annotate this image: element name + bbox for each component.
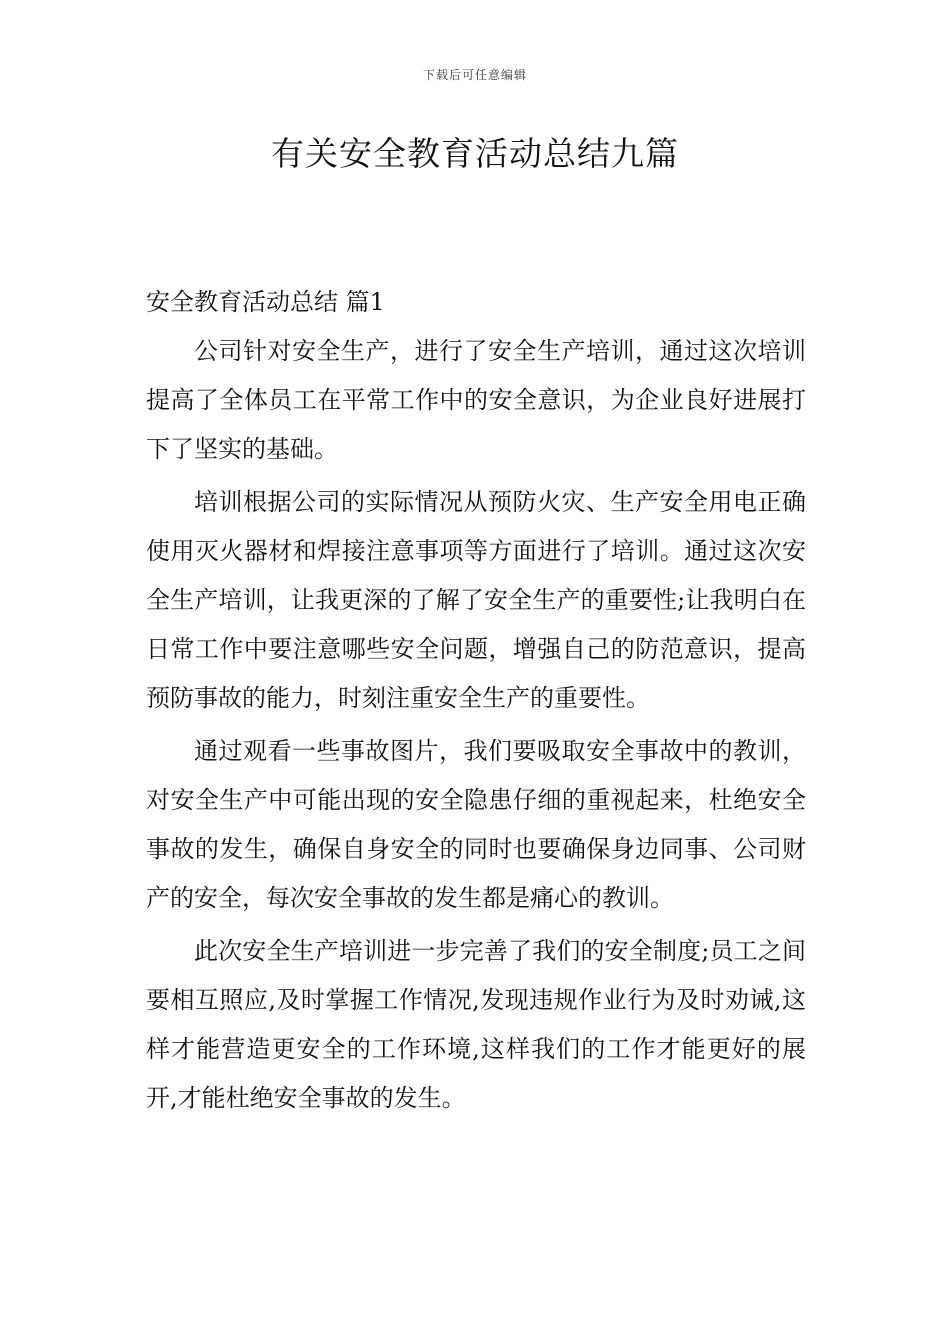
paragraph-2: 培训根据公司的实际情况从预防火灾、生产安全用电正确使用灭火器材和焊接注意事项等方面进行了培训。通过这次安全生产培训，让我更深的了解了安全生产的重要性;让我明白在日常工作中要注意哪些安全问题，增强自己的防范意识，提高预防事故的能力，时刻注重安全生产的重要性。 <box>146 488 806 712</box>
document-title: 有关安全教育活动总结九篇 <box>271 134 679 173</box>
section-heading: 安全教育活动总结 篇1 <box>146 288 385 316</box>
paragraph-3: 通过观看一些事故图片，我们要吸取安全事故中的教训，对安全生产中可能出现的安全隐患仔细的重视起来，杜绝安全事故的发生，确保自身安全的同时也要确保身边同事、公司财产的安全，每次安全事故的发生都是痛心的教训。 <box>146 737 806 912</box>
paragraph-1: 公司针对安全生产，进行了安全生产培训，通过这次培训提高了全体员工在平常工作中的安全意识，为企业良好进展打下了坚实的基础。 <box>146 337 806 463</box>
paragraph-4: 此次安全生产培训进一步完善了我们的安全制度;员工之间要相互照应,及时掌握工作情况,发现违规作业行为及时劝诫,这样才能营造更安全的工作环境,这样我们的工作才能更好的展开,才能杜绝安全事故的发生。 <box>146 937 806 1112</box>
document-body <box>146 278 806 1127</box>
header-note: 下载后可任意编辑 <box>422 68 527 82</box>
